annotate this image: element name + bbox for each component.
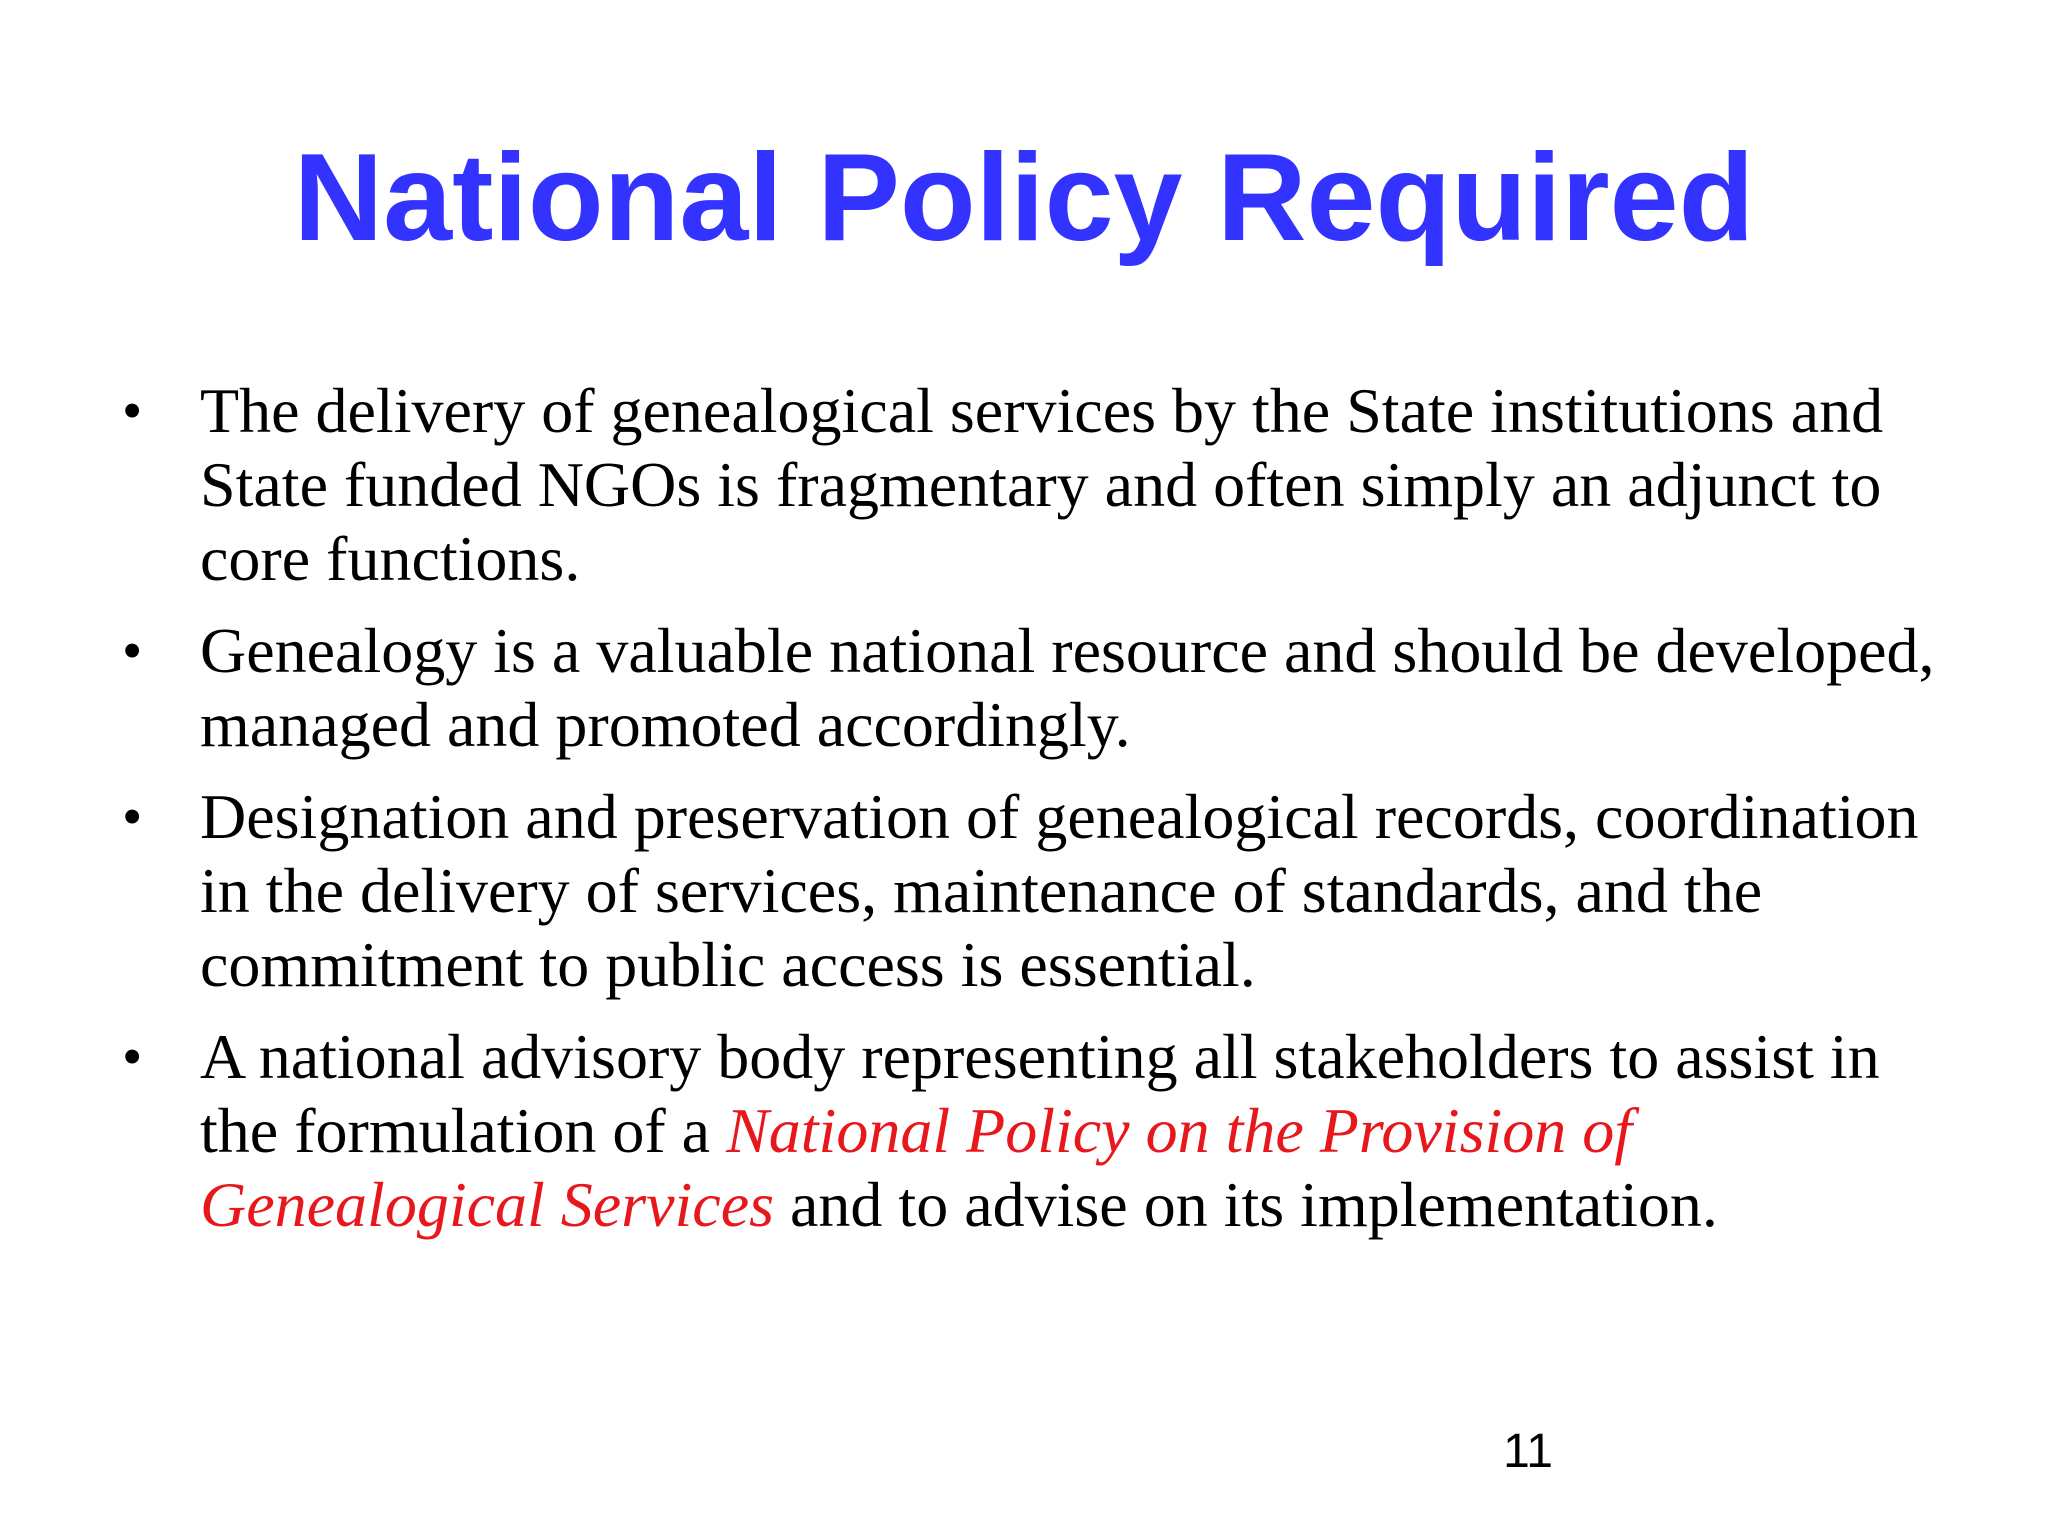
- bullet-text: Genealogy is a valuable national resource and should be developed, managed and promoted accordingly.: [200, 615, 1935, 760]
- bullet-text: [200, 1021, 1880, 1240]
- bullet-text-after: and to advise on its implementation.: [774, 1169, 1718, 1240]
- bullet-item: [0, 1020, 1960, 1242]
- bullet-text: The delivery of genealogical services by the State institutions and State funded NGOs is fragmentary and often simply an adjunct to core functions.: [200, 375, 1884, 594]
- bullet-item: [0, 374, 1960, 596]
- bullet-marker: •: [122, 784, 143, 849]
- page-number: 11: [1503, 1425, 1553, 1478]
- bullet-list: [0, 374, 2048, 1260]
- bullet-text-before: A national advisory body representing all stakeholders to assist in the formulation of a: [200, 1021, 1880, 1166]
- bullet-marker: •: [122, 618, 143, 683]
- bullet-marker: •: [122, 378, 143, 443]
- slide-title: National Policy Required: [293, 129, 1755, 267]
- policy-title-emphasis: National Policy on the Provision of Genealogical Services: [200, 1095, 1633, 1240]
- bullet-marker: •: [122, 1024, 143, 1089]
- bullet-item: [0, 780, 1960, 1002]
- bullet-text: Designation and preservation of genealogical records, coordination in the delivery of services, maintenance of standards, and the commitment to public access is essential.: [200, 781, 1919, 1000]
- bullet-item: [0, 614, 1960, 762]
